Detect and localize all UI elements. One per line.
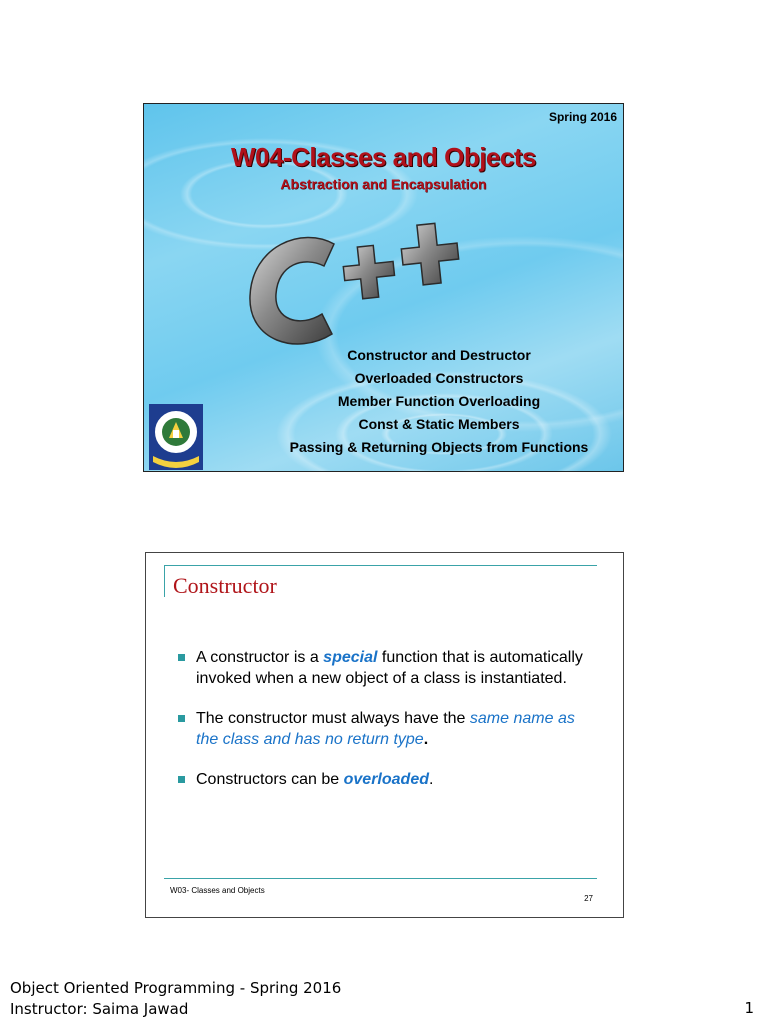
slide-title: Constructor (173, 573, 277, 598)
bullet-item (176, 769, 596, 790)
bullet-square-icon (178, 654, 185, 661)
bullet-text: . (428, 771, 434, 788)
highlight-text: overloaded (343, 771, 429, 788)
instructor-line: Instructor: Saima Jawad (10, 1000, 189, 1018)
title-slide (143, 103, 624, 472)
bullet-text: A constructor is a (196, 649, 324, 666)
bullet-square-icon (178, 776, 185, 783)
topic-item: Overloaded Constructors (354, 370, 524, 386)
topic-item: Const & Static Members (358, 416, 520, 432)
bullet-square-icon (178, 715, 185, 722)
topic-item: Constructor and Destructor (347, 347, 531, 363)
highlight-text: same name as the class and has no return type (196, 710, 575, 748)
constructor-slide (145, 552, 624, 918)
slide-page-number: 27 (584, 894, 593, 903)
highlight-text: special (323, 649, 378, 666)
topic-list (259, 344, 619, 459)
bullet-item (176, 708, 596, 750)
slide-subtitle: Abstraction and Encapsulation (280, 176, 487, 192)
bullet-text: . (423, 731, 429, 748)
page-footer (10, 978, 341, 1020)
slide-footer: W03- Classes and Objects (170, 886, 265, 895)
bullet-item (176, 647, 596, 689)
topic-item: Member Function Overloading (337, 393, 541, 409)
bullet-list (176, 647, 596, 790)
slide-footer-line (164, 878, 597, 879)
slide-title: W04-Classes and Objects (231, 142, 536, 172)
slide-header-accent (164, 565, 165, 597)
course-line: Object Oriented Programming - Spring 2016 (10, 979, 342, 997)
page-number: 1 (744, 999, 754, 1017)
bullet-text: Constructors can be (196, 771, 344, 788)
slide-header-line (164, 565, 597, 566)
slide-date: Spring 2016 (548, 110, 617, 124)
topic-item: Passing & Returning Objects from Functions (289, 439, 589, 455)
university-seal-icon (149, 404, 203, 470)
bullet-text: The constructor must always have the (196, 710, 470, 727)
bullet-text: function that is automatically invoked when a new object of a class is instantiated. (196, 649, 583, 687)
